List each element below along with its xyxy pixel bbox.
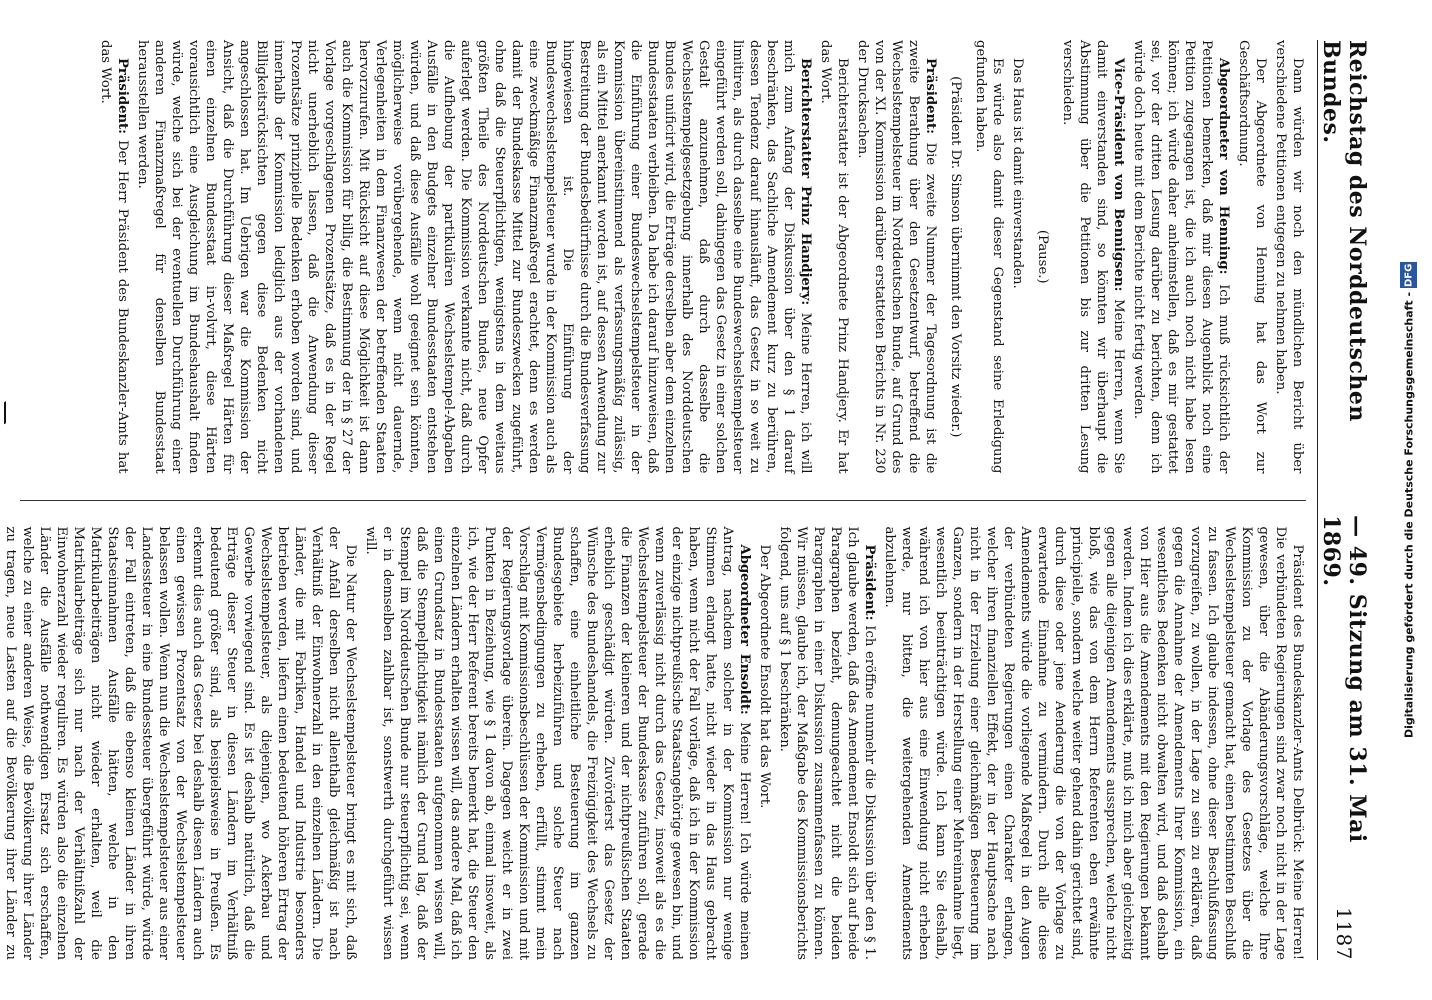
paragraph: Präsident des Bundeskanzler-Amts Delbrück: Meine Herren! Die verbündeten Regierungen sind zwar noch nicht in der Lage gewesen, über die Abänderungsvorschläge, welche Ihre Kommission zu der Vorlage des Gesetzes über die Wechselstempelsteuer gemacht hat, einen bestimmten Beschluß zu fassen. Ich glaube indessen, ohne dieser Beschlußfassung vorzugreifen, zu wollen, in der Lage zu sein zu erklären, daß gegen die Annahme der Amendements Ihrer Kommission, ein wesentliches Bedenken nicht obwalten wird, und daß deshalb von Hier aus die Amendements mit den Regierungen bekannt werden. Indem ich dies erklärte, muß ich mich aber gleichzeitig gegen alle diejenigen Amendements aussprechen, welche nicht bloß, wie das von dem Herrn Referenten eben erwähnte principielle, sondern welche weiter gehend dahin gerichtet sind, durch diese oder jene Aenderung die von der Vorlage zu erwartende Einnahme zu vermindern. Durch alle diese Amendements würde die vorliegende Maßregel in den Augen der verbündeten Regierungen einen Charakter erlangen, welcher ihren finanziellen Effekt, der in der Hauptsache nach nicht in der Erzielung einer gleichmäßigen Besteuerung im Ganzen, sondern in der Herstellung einer Mehreinnahme liegt, wesentlich beeinträchtigen würde. Ich kann Sie deshalb, während ich von hier aus eine Einwendung nicht erheben werde, nur bitten, die weitergehenden Amendements abzulehnen. (882, 526, 1305, 960)
paragraph (362, 527, 753, 961)
credit-text: Digitalisierung gefördert durch die Deutsche Forschungsgemeinschaft - (1402, 291, 1416, 738)
left-column (20, 40, 1306, 474)
speaker-name: Abgeordneter Ensoldt: (737, 544, 752, 715)
paragraph: Das Haus ist damit einverstanden. (1010, 58, 1025, 289)
speaker-name: Berichterstatter Prinz Handjery: (798, 58, 813, 306)
paragraph: Dann würden wir noch den mündlichen Bericht über verschiedene Petitionen entgegen zu nehmen haben. (1273, 40, 1305, 474)
stage-direction: (Präsident Dr. Simson übernimmt den Vorsitz wieder.) (948, 76, 963, 438)
paragraph (1059, 40, 1127, 474)
speech-text: Ich muß rücksichtlich der Petitionen bemerken, daß mir diesen Augenblick noch eine Petition zugegangen ist, die ich auch noch nicht habe lesen können; ich würde daher anheimstellen, daß es mir gestattet sei, vor der dritten Lesung darüber zu berichten, denn ich würde doch heute mit dem Berichte nicht fertig werden. (1131, 40, 1231, 474)
stage-direction: (Pause.) (1035, 229, 1050, 284)
page-number: 1187 (1332, 907, 1356, 960)
right-column (3, 526, 1306, 961)
speaker-name: Präsident: (862, 544, 877, 621)
paragraph (854, 40, 939, 474)
speech-text: Meine Herren! Ich würde meinen Antrag, nachdem solcher in der Kommission nur wenige Stimmen erlangt hatte, nicht wieder in das Haus gebracht haben, wenn nicht der Fall vorläge, daß ich in der Kommission der einzige nichtpreußische Staatsangehörige gewesen bin, und wenn zuverlässig nicht durch das Gesetz, insoweit als es die Wechselstempelsteuer der Bundeskasse zuführen soll, gerade die Finanzen der kleineren und der nichtpreußischen Staaten erheblich geschädigt würden. Zuvörderst das Gesetz der Wünsche des Bundeshandels, die Freizügigkeit des Wechsels zu schaffen, eine einheitliche Besteuerung im ganzen Bundesgebiete herbeizuführen und solche Steuer nach Vermögensbedingungen zu erheben, erfüllt, stimmt mein Vorschlag mit Kommissionsbeschlüssen der Kommission und mit der Regierungsvorlage überein. Dagegen weicht er in zwei Punkten in Beziehung, wie § 1 davon ab, einmal insoweit, als ich, wie der Herr Referent bereits bemerkt hat, die Steuer den einzelnen Ländern erhalten wissen will, das andere Mal, daß ich einen Grundsatz in Bundesstaaten aufgenommen wissen will, daß die Stempelpflichtigkeit nämlich der Grund lag, daß der Stempel im Norddeutschen Bunde nur steuerpflichtig sei, wenn er in demselben zahlbar ist, sonstwerth durchgeführt wissen will. (363, 526, 752, 960)
paragraph: Es würde also damit dieser Gegenstand seine Erledigung gefunden haben. (973, 40, 1005, 474)
speech-text: Ich eröffne nunmehr die Diskussion über den § 1. Ich glaube werden, daß das Amendement Ensoldt sich auf beide Paragraphen bezieht, demungeachtet nicht die beiden Paragraphen in einer Diskussion zusammenfassen zu können. Wir müssen, glaube ich, der Maßgabe des Kommissionsberichts folgend, uns auf § 1 beschränken. (777, 526, 877, 960)
speaker-name: Präsident: (115, 58, 130, 135)
text-columns (3, 40, 1306, 960)
paragraph: Berichterstatter ist der Abgeordnete Prinz Handjery. Er hat das Wort. (818, 40, 850, 474)
header-title-left: Reichstag des Norddeutschen Bundes. (1318, 40, 1370, 422)
scan-artifact (4, 398, 12, 425)
paragraph: Der Abgeordnete Ensoldt hat das Wort. (757, 544, 772, 809)
speaker-name: Präsident: (923, 58, 938, 135)
header-rule (1317, 40, 1318, 960)
page-header (1318, 40, 1370, 960)
speech-text: Der Herr Präsident des Bundeskanzler-Amts hat das Wort. (98, 40, 130, 474)
speaker-name: Abgeordneter von Henning: (1216, 58, 1231, 275)
digitization-credit (1396, 0, 1422, 1000)
speech-text: Die zweite Nummer der Tagesordnung ist die zweite Berathung über den Gesetzentwurf, betreffend die Wechselstempelsteuer im Norddeutschen Bunde, auf Grund des von der XI. Kommission darüber erstatteten Berichts in Nr. 230 der Drucksachen. (855, 40, 938, 474)
dfg-logo: DFG (1401, 262, 1418, 287)
speaker-name: Vice-Präsident von Bennigsen: (1111, 58, 1126, 292)
speech-text: Meine Herren, wenn Sie damit einverstanden sind, so könnten wir überhaupt die Abstimmung über die Petitionen bis zur dritten Lesung verschieden. (1060, 40, 1126, 474)
paragraph (97, 40, 131, 474)
column-divider (20, 500, 1306, 501)
paragraph (1130, 40, 1232, 474)
paragraph (776, 527, 878, 961)
header-title-right: — 49. Sitzung am 31. Mai 1869. (1318, 515, 1370, 843)
paragraph (134, 40, 814, 474)
speech-text: Meine Herren, ich will mich zum Anfang der Diskussion über den § 1 darauf beschränken, das Sachliche Amendement kurz zu berühren, dessen Tendenz darauf hinausläuft, das Gesetz in so weit zu limitiren, als durch dasselbe eine Bundeswechselstempelsteuer eingeführt werden soll, dahingegen das Gesetz in einer solchen Gestalt anzunehmen, daß durch dasselbe die Wechselstempelgesetzgebung innerhalb des Norddeutschen Bundes unificirt wird, die Erträge derselben aber dem einzelnen Bundesstaaten verbleiben. Da habe ich darauf hinzuweisen, daß die Einführung einer Bundeswechselstempelsteuer in der Kommission übereinstimmend als verfassungsmäßig zulässig, als ein Mittel anerkannt worden ist, auf dessen Anwendung zur Bestreitung der Bundesbedürfnisse durch die Bundesverfassung hingewiesen ist. Die Einführung der Bundeswechselstempelsteuer wurde in der Kommission auch als eine zweckmäßige Finanzmaßregel erachtet, denn es werden damit der Bundeskasse Mittel zur Bundeszwecken zugeführt, ohne daß die Steuerpflichtigen, wenigstens in dem weitaus größten Theile des Norddeutschen Bundes, neue Opfer auferlegt werden. Die Kommission verkannte nicht, daß durch die Aufhebung der partikulären Wechselstempel-Abgaben Ausfälle in den Budgets einzelner Bundesstaaten entstehen würden, und daß diese Ausfälle wohl geeignet sein könnten, möglicherweise vorübergehende, wenn nicht dauernde, Verlegenheiten in dem Finanzwesen der betreffenden Staaten hervorzurufen. Mit Rücksicht auf diese Möglichkeit ist dann auch die Kommission für billig, die Bestimmung der in § 27 der Vorlage vorgeschlagenen Prozentsätze, daß es in der Regel nicht unerheblich lassen, daß die Anwendung dieser Prozentsätze prinzipielle Bedenken erhoben worden sind, und innerhalb der Kommission lediglich aus der vorhandenen Billigkeitsrücksichten gegen diese Bedenken nicht angeschlossen hat. Im Uebrigen war die Kommission der Ansicht, daß die Durchführung dieser Maßregel Härten für einen einzelnen Bundesstaat in-volvirt, diese Härten vorausichtlich eine Ausgleichung im Bundeshaushalt finden würde, welche sich bei der eventuellen Durchführung einer anderen Finanzmaßregel für denselben Bundesstaat herausstellen werden. (135, 40, 813, 474)
paragraph: Die Natur der Wechselstempelsteuer bringt es mit sich, daß der Anfall derselben nicht allenthalb gleichmäßig ist nach Verhältniß der Einwohnerzahl in den einzelnen Ländern. Die Länder, die mit Fabriken, Handel und Industrie besonders betrieben werden, liefern einen bedeutend höheren Ertrag der Wechselstempelsteuer, als diejenigen, wo Ackerbau und Gewerbe vorwiegend sind. Es ist deshalb natürlich, daß die Erträge dieser Steuer in diesen Ländern im Verhältniß bedeutend größer sind, als beispielsweise in Preußen. Es erkennt dies auch das Gesetz bei deshalb diesen Ländern auch einen gewissen Prozentsatz von der Wechselstempelsteuer belassen wollen. Wenn nun die Wechselstempelsteuer aus einer Landessteuer in eine Bundessteuer übergeführt würde, würde der Fall eintreten, daß die ebenso kleinen Länder in ihren Staatseinnahmen Ausfälle hätten, welche in den Matrikularbeiträgen nicht wieder erhalten, weil die Matrikularbeiträge sich nur nach der Verhältnißzahl der Einwohnerzahl wieder reguliren. Es würden also die einzelnen Länder die Ausfälle nothwendigen Ersatz sich erschaffen, welche zu einer anderen Weise, die Bevölkerung ihrer Länder zu tragen, neue Lasten auf die Bevölkerung ihrer Länder zu (3, 526, 358, 960)
paragraph: Der Abgeordnete von Henning hat das Wort zur Geschäftsordnung. (1236, 40, 1268, 474)
